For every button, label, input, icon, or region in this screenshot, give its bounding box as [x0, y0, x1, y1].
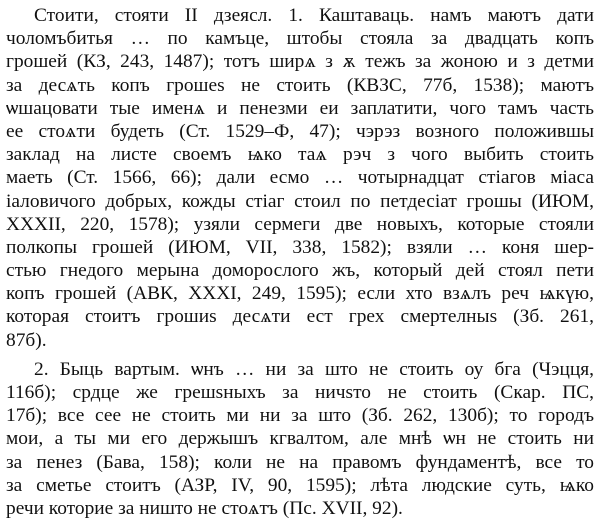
- text-line: 17б); все сее не стоить ми ни за што (Зб. 262, 130б); то городъ: [6, 405, 594, 427]
- text-line: которая стоитъ грошиѕ десѧти ест грех смертелныѕ (Зб. 261,: [6, 306, 594, 328]
- text-line: заклад на листе своемъ ѩко таѧ рэч з чого выбить стоить: [6, 144, 594, 166]
- text-line: XXXII, 220, 1578); узяли сермеги две новыхъ, которые стояли: [6, 213, 594, 235]
- text-line: за сметье стоитъ (АЗР, IV, 90, 1595); лѣта людские суть, ѩко: [6, 474, 594, 496]
- text-line: речи которие за ништо не стоѧтъ (Пс. XVII, 92).: [6, 497, 403, 519]
- text-line: ѡшацовати тые именѧ и пенезми еи заплатити, чого тамъ часть: [6, 97, 594, 119]
- text-line: за пенез (Бава, 158); коли не на правомъ фундаментѣ, все то: [6, 451, 594, 473]
- text-line: мои, а ты ми его держышъ кгвалтом, але мнѣ ѡн не стоить ни: [6, 428, 594, 450]
- text-line: 2. Быць вартым. ѡнъ … ни за што не стоить оу бга (Чэцця,: [34, 358, 594, 380]
- text-line: ее стоѧти будеть (Ст. 1529–Ф, 47); чэрэз возного положившы: [6, 120, 594, 142]
- text-line: грошей (КЗ, 243, 1487); тотъ ширѧ з ѫ тежъ за жоною и з детми: [6, 51, 594, 73]
- text-line: чоломъбитья … по камъце, штобы стояла за двадцать копъ: [6, 28, 594, 50]
- text-line: 87б).: [6, 329, 47, 351]
- text-line: за десѧть копъ грошеѕ не стоить (КВЗС, 77б, 1538); маютъ: [6, 74, 594, 96]
- sense-2: [6, 358, 594, 520]
- text-line: маеть (Ст. 1566, 66); дали есмо … чотырнадцат стіагов міаса: [6, 167, 594, 189]
- text-line: Стоити, стояти II дзеясл. 1. Каштаваць. намъ маютъ дати: [34, 5, 594, 26]
- text-line: стью гнедого мерына доморослого жъ, который дей стоял пети: [6, 260, 594, 282]
- text-line: копъ грошей (АВК, XXXI, 249, 1595); если хто взѧлъ реч ѩкүю,: [6, 283, 594, 305]
- sense-1: [6, 4, 594, 352]
- text-line: полкопы грошей (ИЮМ, VII, 338, 1582); взяли … коня шер-: [6, 236, 594, 258]
- text-line: іаловичого добрых, кожды стіаг стоил по петдесіат грошы (ИЮМ,: [6, 190, 594, 212]
- text-line: 116б); срдце же грешѕныхъ за ничѕто не стоить (Скар. ПС,: [6, 382, 594, 403]
